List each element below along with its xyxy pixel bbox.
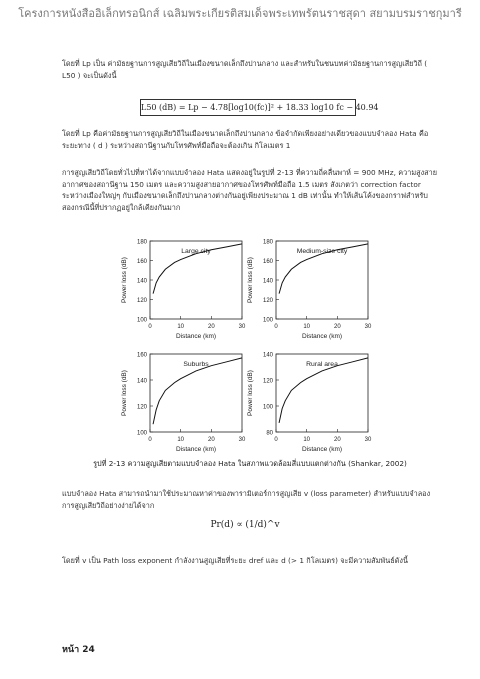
x-tick-label: 30	[364, 324, 372, 330]
x-tick-label: 10	[177, 437, 185, 443]
y-tick-label: 100	[136, 317, 147, 324]
x-tick-label: 20	[333, 324, 341, 330]
y-tick-label: 140	[136, 278, 147, 285]
y-axis-label: Power loss (dB)	[247, 257, 254, 303]
x-tick-label: 20	[333, 437, 341, 443]
paragraph-hata-limit: โดยที่ Lp คือค่ามัธยฐานการสูญเสียวิถีในเมืองขนาดเล็กถึงปานกลาง ข้อจำกัดเพียงอย่างเดียวของแบบจำลอง Hata คือระยะทาง ( d ) ระหว่างสถานีฐานกับโทรศัพท์มือถือจะต้องเกิน กิโลเมตร 1	[62, 129, 429, 150]
x-tick-label: 30	[238, 324, 246, 330]
x-tick-label: 10	[303, 324, 311, 330]
y-tick-label: 140	[262, 352, 273, 359]
y-tick-label: 160	[136, 259, 147, 265]
y-axis-label: Power loss (dB)	[121, 257, 128, 303]
figure-caption: รูปที่ 2-13 ความสูญเสียตามแบบจำลอง Hata ในสภาพแวดล้อมสี่แบบแตกต่างกัน (Shankar, 2002)	[93, 459, 407, 468]
y-axis-label: Power loss (dB)	[247, 370, 254, 416]
x-tick-label: 30	[238, 437, 246, 443]
x-tick-label: 20	[207, 437, 215, 443]
chart-large-city	[118, 233, 248, 345]
x-axis-label: Distance (km)	[301, 333, 343, 340]
rural-loss-formula: L50 (dB) = Lp − 4.78[log10(fc)]² + 18.33 log10 fc − 40.94	[140, 99, 356, 116]
page-number: หน้า 24	[62, 645, 95, 655]
y-tick-label: 140	[136, 378, 147, 385]
paragraph-loss-parameter: แบบจำลอง Hata สามารถนำมาใช้ประมาณหาค่าของพารามิเตอร์การสูญเสีย v (loss parameter) สำหรับแบบจำลองการสูญเสียวิถีอย่างง่ายได้จาก	[62, 489, 431, 510]
chart-rural-area	[244, 346, 384, 458]
y-tick-label: 100	[136, 430, 147, 437]
chart-title: Large city	[181, 248, 211, 255]
y-tick-label: 120	[136, 298, 147, 304]
x-axis-label: Distance (km)	[175, 333, 217, 340]
y-tick-label: 80	[266, 430, 273, 437]
y-tick-label: 180	[262, 239, 273, 246]
x-tick-label: 0	[274, 437, 278, 443]
y-tick-label: 100	[262, 404, 273, 411]
chart-title: Medium-size city	[296, 248, 348, 255]
x-tick-label: 30	[364, 437, 372, 443]
x-tick-label: 10	[177, 324, 185, 330]
chart-medium-city	[244, 233, 384, 345]
y-axis-label: Power loss (dB)	[121, 370, 128, 416]
x-axis-label: Distance (km)	[301, 446, 343, 453]
chart-title: Rural area	[306, 361, 338, 368]
paragraph-intro: โดยที่ Lp เป็น ค่ามัธยฐานการสูญเสียวิถีในเมืองขนาดเล็กถึงปานกลาง และสำหรับในชนบทค่ามัธยฐานการสูญเสียวิถี ( L50 ) จะเป็นดังนี้	[62, 59, 428, 80]
y-tick-label: 160	[262, 259, 273, 265]
paragraph-path-loss-exponent: โดยที่ v เป็น Path loss exponent กำลังงานสูญเสียที่ระยะ dref และ d (> 1 กิโลเมตร) จะมีความสัมพันธ์ดังนี้	[62, 556, 408, 565]
y-tick-label: 120	[262, 378, 273, 385]
x-tick-label: 0	[148, 324, 152, 330]
y-tick-label: 140	[262, 278, 273, 285]
y-tick-label: 120	[136, 404, 147, 411]
chart-title: Suburbs	[183, 361, 209, 368]
x-tick-label: 0	[274, 324, 278, 330]
path-loss-proportion-formula: Pr(d) ∝ (1/d)^v	[210, 520, 280, 530]
x-tick-label: 10	[303, 437, 311, 443]
x-tick-label: 20	[207, 324, 215, 330]
x-tick-label: 0	[148, 437, 152, 443]
y-tick-label: 160	[136, 352, 147, 359]
book-series-header: โครงการหนังสืออิเล็กทรอนิกส์ เฉลิมพระเกียรติสมเด็จพระเทพรัตนราชสุดา สยามบรมราชกุมารี	[18, 7, 462, 20]
paragraph-hata-figure: การสูญเสียวิถีโดยทั่วไปที่หาได้จากแบบจำลอง Hata แสดงอยู่ในรูปที่ 2-13 ที่ความถี่คลื่นพาห์ = 900 MHz, ความสูงสายอากาศของสถานีฐาน 150 เมตร และความสูงสายอากาศของโทรศัพท์มือถือ 1.5 เมตร สังเกตว่า correction factor ระหว่างเมืองใหญ่ๆ กับเมืองขนาดเล็กถึงปานกลางต่างกันอยู่เพียงประมาณ 1 dB เท่านั้น ทำให้เส้นโค้งของกราฟสำหรับสองกรณีนี้ที่ปรากฏอยู่ใกล้เคียงกันมาก	[62, 168, 437, 212]
chart-suburbs	[118, 346, 248, 458]
y-tick-label: 100	[262, 317, 273, 324]
x-axis-label: Distance (km)	[175, 446, 217, 453]
y-tick-label: 120	[262, 298, 273, 304]
y-tick-label: 180	[136, 239, 147, 246]
